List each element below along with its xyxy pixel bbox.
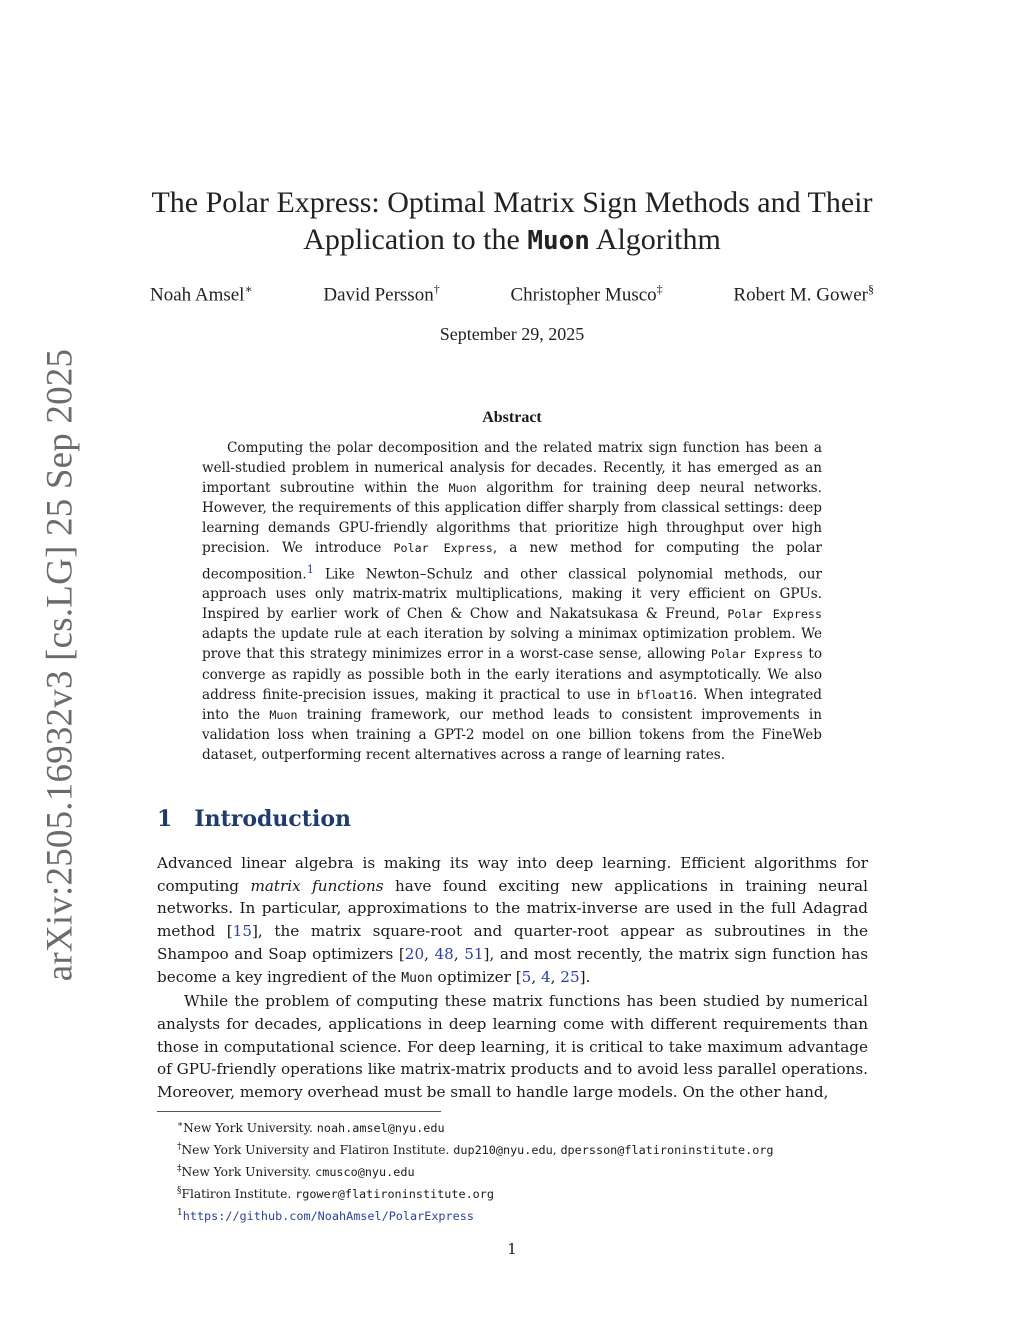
footnote (177, 1138, 877, 1160)
abstract-run: to converge as rapidly as possible both in the early iterations and asymptotically. We also address finite-precision issues, making it practical to use in (202, 646, 823, 703)
abstract-heading: Abstract (482, 409, 542, 426)
arxiv-stamp-text: arXiv:2505.16932v3 [cs.LG] 25 Sep 2025 (39, 348, 81, 982)
footnote (177, 1116, 877, 1138)
citation-link[interactable]: 4 (540, 967, 551, 986)
abstract-run: algorithm for training deep neural networks. However, the requirements of this application differ sharply from classical settings: deep learning demands GPU-friendly algorithms that prioritize high throughput over high precision. We introduce (202, 480, 822, 557)
author (150, 282, 253, 306)
citation-link[interactable]: 25 (560, 967, 580, 986)
emphasis: matrix functions (250, 876, 384, 895)
publication-date: September 29, 2025 (439, 324, 585, 344)
footnote-rule (157, 1111, 441, 1112)
text-run: ], and most recently, the matrix sign function has become a key ingredient of the (157, 944, 868, 986)
citation-link[interactable]: 5 (521, 967, 532, 986)
footnote-text: New York University. (183, 1121, 317, 1136)
author-name: David Persson (323, 284, 434, 306)
footnote-text: Flatiron Institute. (181, 1187, 296, 1202)
text-run: have found exciting new applications in training neural networks. In particular, approximations to the matrix-inverse are used in the full Adagrad method [ (157, 876, 868, 941)
separator: , (550, 967, 561, 986)
abstract-code: Polar Express (710, 647, 804, 662)
abstract-code: Muon (448, 481, 477, 496)
inline-code: Muon (401, 970, 433, 986)
title-line-2-pre: Application to the (303, 223, 520, 256)
separator: , (552, 1143, 561, 1158)
citation-link[interactable]: 20 (404, 944, 425, 963)
citation-link[interactable]: 15 (232, 922, 252, 941)
title-line-2-post: Algorithm (595, 223, 721, 256)
author (323, 282, 439, 306)
email-address: noah.amsel@nyu.edu (316, 1121, 445, 1136)
abstract-code: Polar Express (393, 541, 493, 556)
author-mark: § (867, 282, 874, 296)
footnotes (177, 1116, 877, 1226)
intro-body (157, 852, 868, 1104)
abstract-run: Computing the polar decomposition and the related matrix sign function has been a well-studied problem in numerical analysis for decades. Recently, it has emerged as an important subroutine within the (202, 440, 822, 497)
footnote-mark: ‡ (177, 1164, 182, 1175)
author-name: Robert M. Gower (733, 284, 868, 306)
email-address: dup210@nyu.edu (453, 1143, 553, 1158)
author-mark: † (433, 282, 440, 296)
author-mark: ‡ (656, 282, 663, 296)
paper-title (140, 184, 884, 260)
text-run: Advanced linear algebra is making its way into deep learning. Efficient algorithms for computing (157, 854, 868, 895)
separator: , (424, 944, 435, 963)
footnote-mark: § (177, 1186, 182, 1197)
email-address: dpersson@flatironinstitute.org (560, 1143, 774, 1158)
abstract-run: , a new method for computing the polar decomposition. (202, 540, 822, 583)
footnote-text: New York University and Flatiron Institute. (181, 1143, 454, 1158)
author-name: Noah Amsel (150, 284, 245, 306)
paragraph: While the problem of computing these matrix functions has been studied by numerical analysts for decades, applications in deep learning come with different requirements than those in computational science. For deep learning, it is critical to take maximum advantage of GPU-friendly operations like matrix-matrix products and to avoid less parallel operations. Moreover, memory overhead must be small to handle large models. On the other hand, (157, 992, 868, 1102)
section-heading (157, 806, 351, 832)
title-line-1: The Polar Express: Optimal Matrix Sign Methods and Their (151, 186, 873, 219)
section-title: Introduction (194, 806, 351, 832)
author (733, 282, 874, 306)
citation-link[interactable]: 48 (434, 944, 454, 963)
author-name: Christopher Musco (510, 284, 657, 306)
footnote (177, 1204, 877, 1226)
abstract-text (202, 438, 822, 765)
paragraph (157, 852, 868, 990)
page-number: 1 (507, 1240, 517, 1258)
footnote-ref[interactable]: 1 (306, 561, 314, 576)
text-run: ], the matrix square-root and quarter-root appear as subroutines in the Shampoo and Soap optimizers [ (157, 922, 868, 963)
author (510, 282, 662, 306)
footnote-mark: 1 (177, 1208, 183, 1219)
abstract-code: bfloat16 (636, 687, 694, 702)
text-run: optimizer [ (432, 967, 522, 986)
title-code: Muon (527, 226, 590, 256)
author-list (150, 282, 874, 306)
email-address: rgower@flatironinstitute.org (295, 1187, 494, 1202)
abstract-run: adapts the update rule at each iteration by solving a minimax optimization problem. We prove that this strategy minimizes error in a worst-case sense, allowing (202, 626, 822, 663)
separator: , (531, 967, 541, 986)
email-address: cmusco@nyu.edu (315, 1165, 415, 1180)
text-run: ]. (579, 967, 591, 986)
footnote-mark: † (177, 1142, 182, 1153)
separator: , (453, 944, 465, 963)
footnote (177, 1182, 877, 1204)
title-line-2 (140, 221, 884, 260)
citation-link[interactable]: 51 (464, 944, 484, 963)
footnote-mark: ∗ (177, 1120, 184, 1130)
abstract-code: Polar Express (727, 607, 822, 622)
author-mark: ∗ (244, 282, 253, 296)
footnote-text: New York University. (181, 1165, 316, 1180)
abstract-run: . When integrated into the (202, 686, 822, 723)
abstract-run: training framework, our method leads to consistent improvements in validation loss when training a GPT-2 model on one billion tokens from the FineWeb dataset, outperforming recent alternatives across a range of learning rates. (202, 706, 822, 763)
section-number: 1 (157, 806, 173, 832)
footnote (177, 1160, 877, 1182)
github-link[interactable]: https://github.com/NoahAmsel/PolarExpress (182, 1209, 474, 1224)
abstract-code: Muon (269, 707, 298, 722)
abstract-run: Like Newton–Schulz and other classical polynomial methods, our approach uses only matrix-matrix multiplications, making it very efficient on GPUs. Inspired by earlier work of Chen & Chow and Nakatsukasa & Freund, (202, 566, 822, 623)
